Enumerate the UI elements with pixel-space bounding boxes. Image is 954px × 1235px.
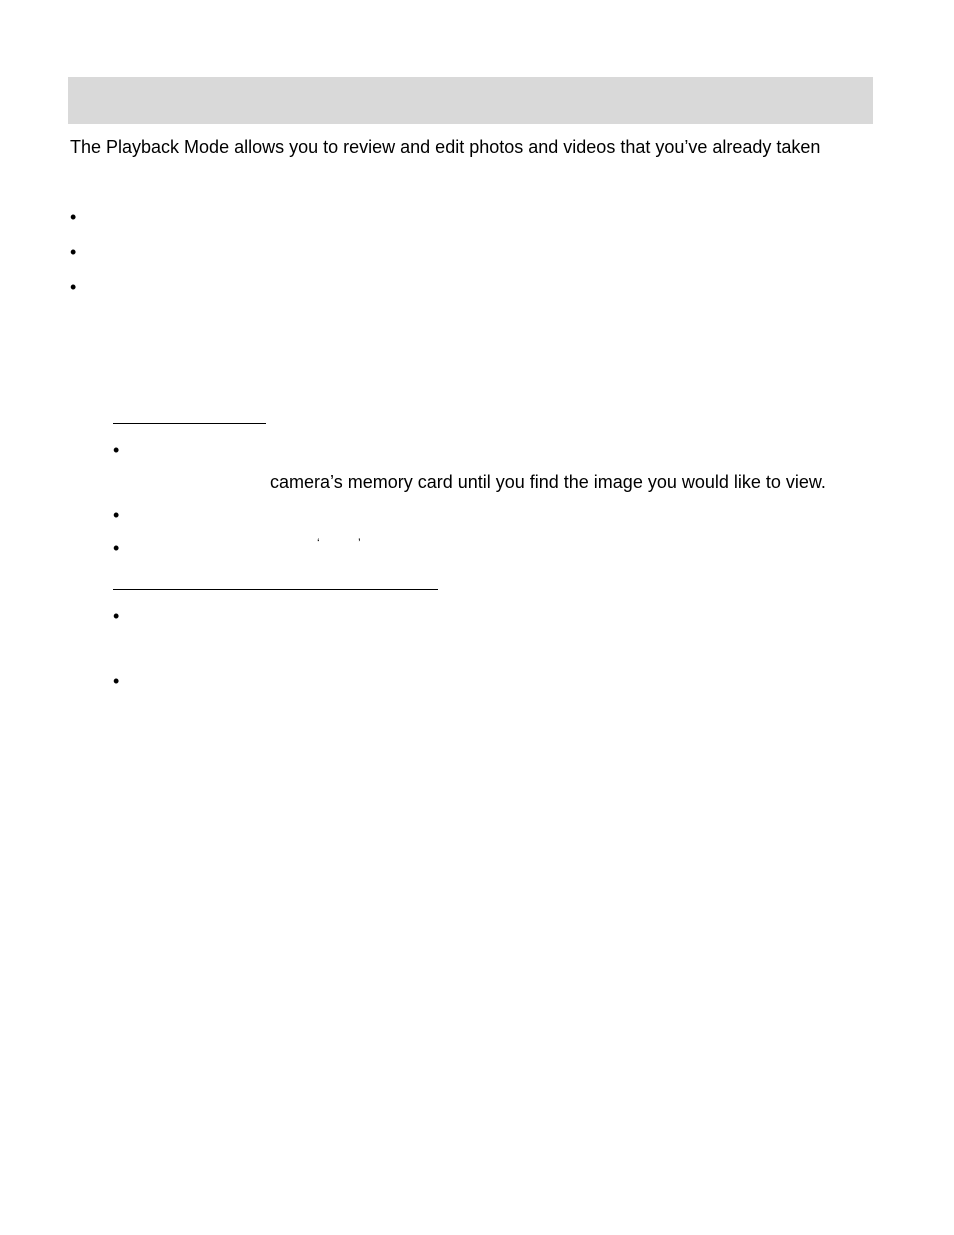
bullet-marker: • [113,671,120,691]
instruction-text: camera’s memory card until you find the image you would like to view. [270,472,826,492]
bullet-marker: • [113,505,120,525]
bullet-marker: • [113,440,120,460]
bullet-marker: • [113,538,120,558]
section-header-band [68,77,873,124]
open-quote-mark: ‘ [317,536,320,550]
bullet-marker: • [70,277,77,297]
subheading-underline [113,423,266,424]
bullet-marker: • [70,207,77,227]
close-quote-mark: ’ [358,536,361,550]
bullet-marker: • [70,242,77,262]
bullet-marker: • [113,606,120,626]
subheading-underline [113,589,438,590]
intro-paragraph: The Playback Mode allows you to review and edit photos and videos that you’ve already taken [70,137,821,157]
